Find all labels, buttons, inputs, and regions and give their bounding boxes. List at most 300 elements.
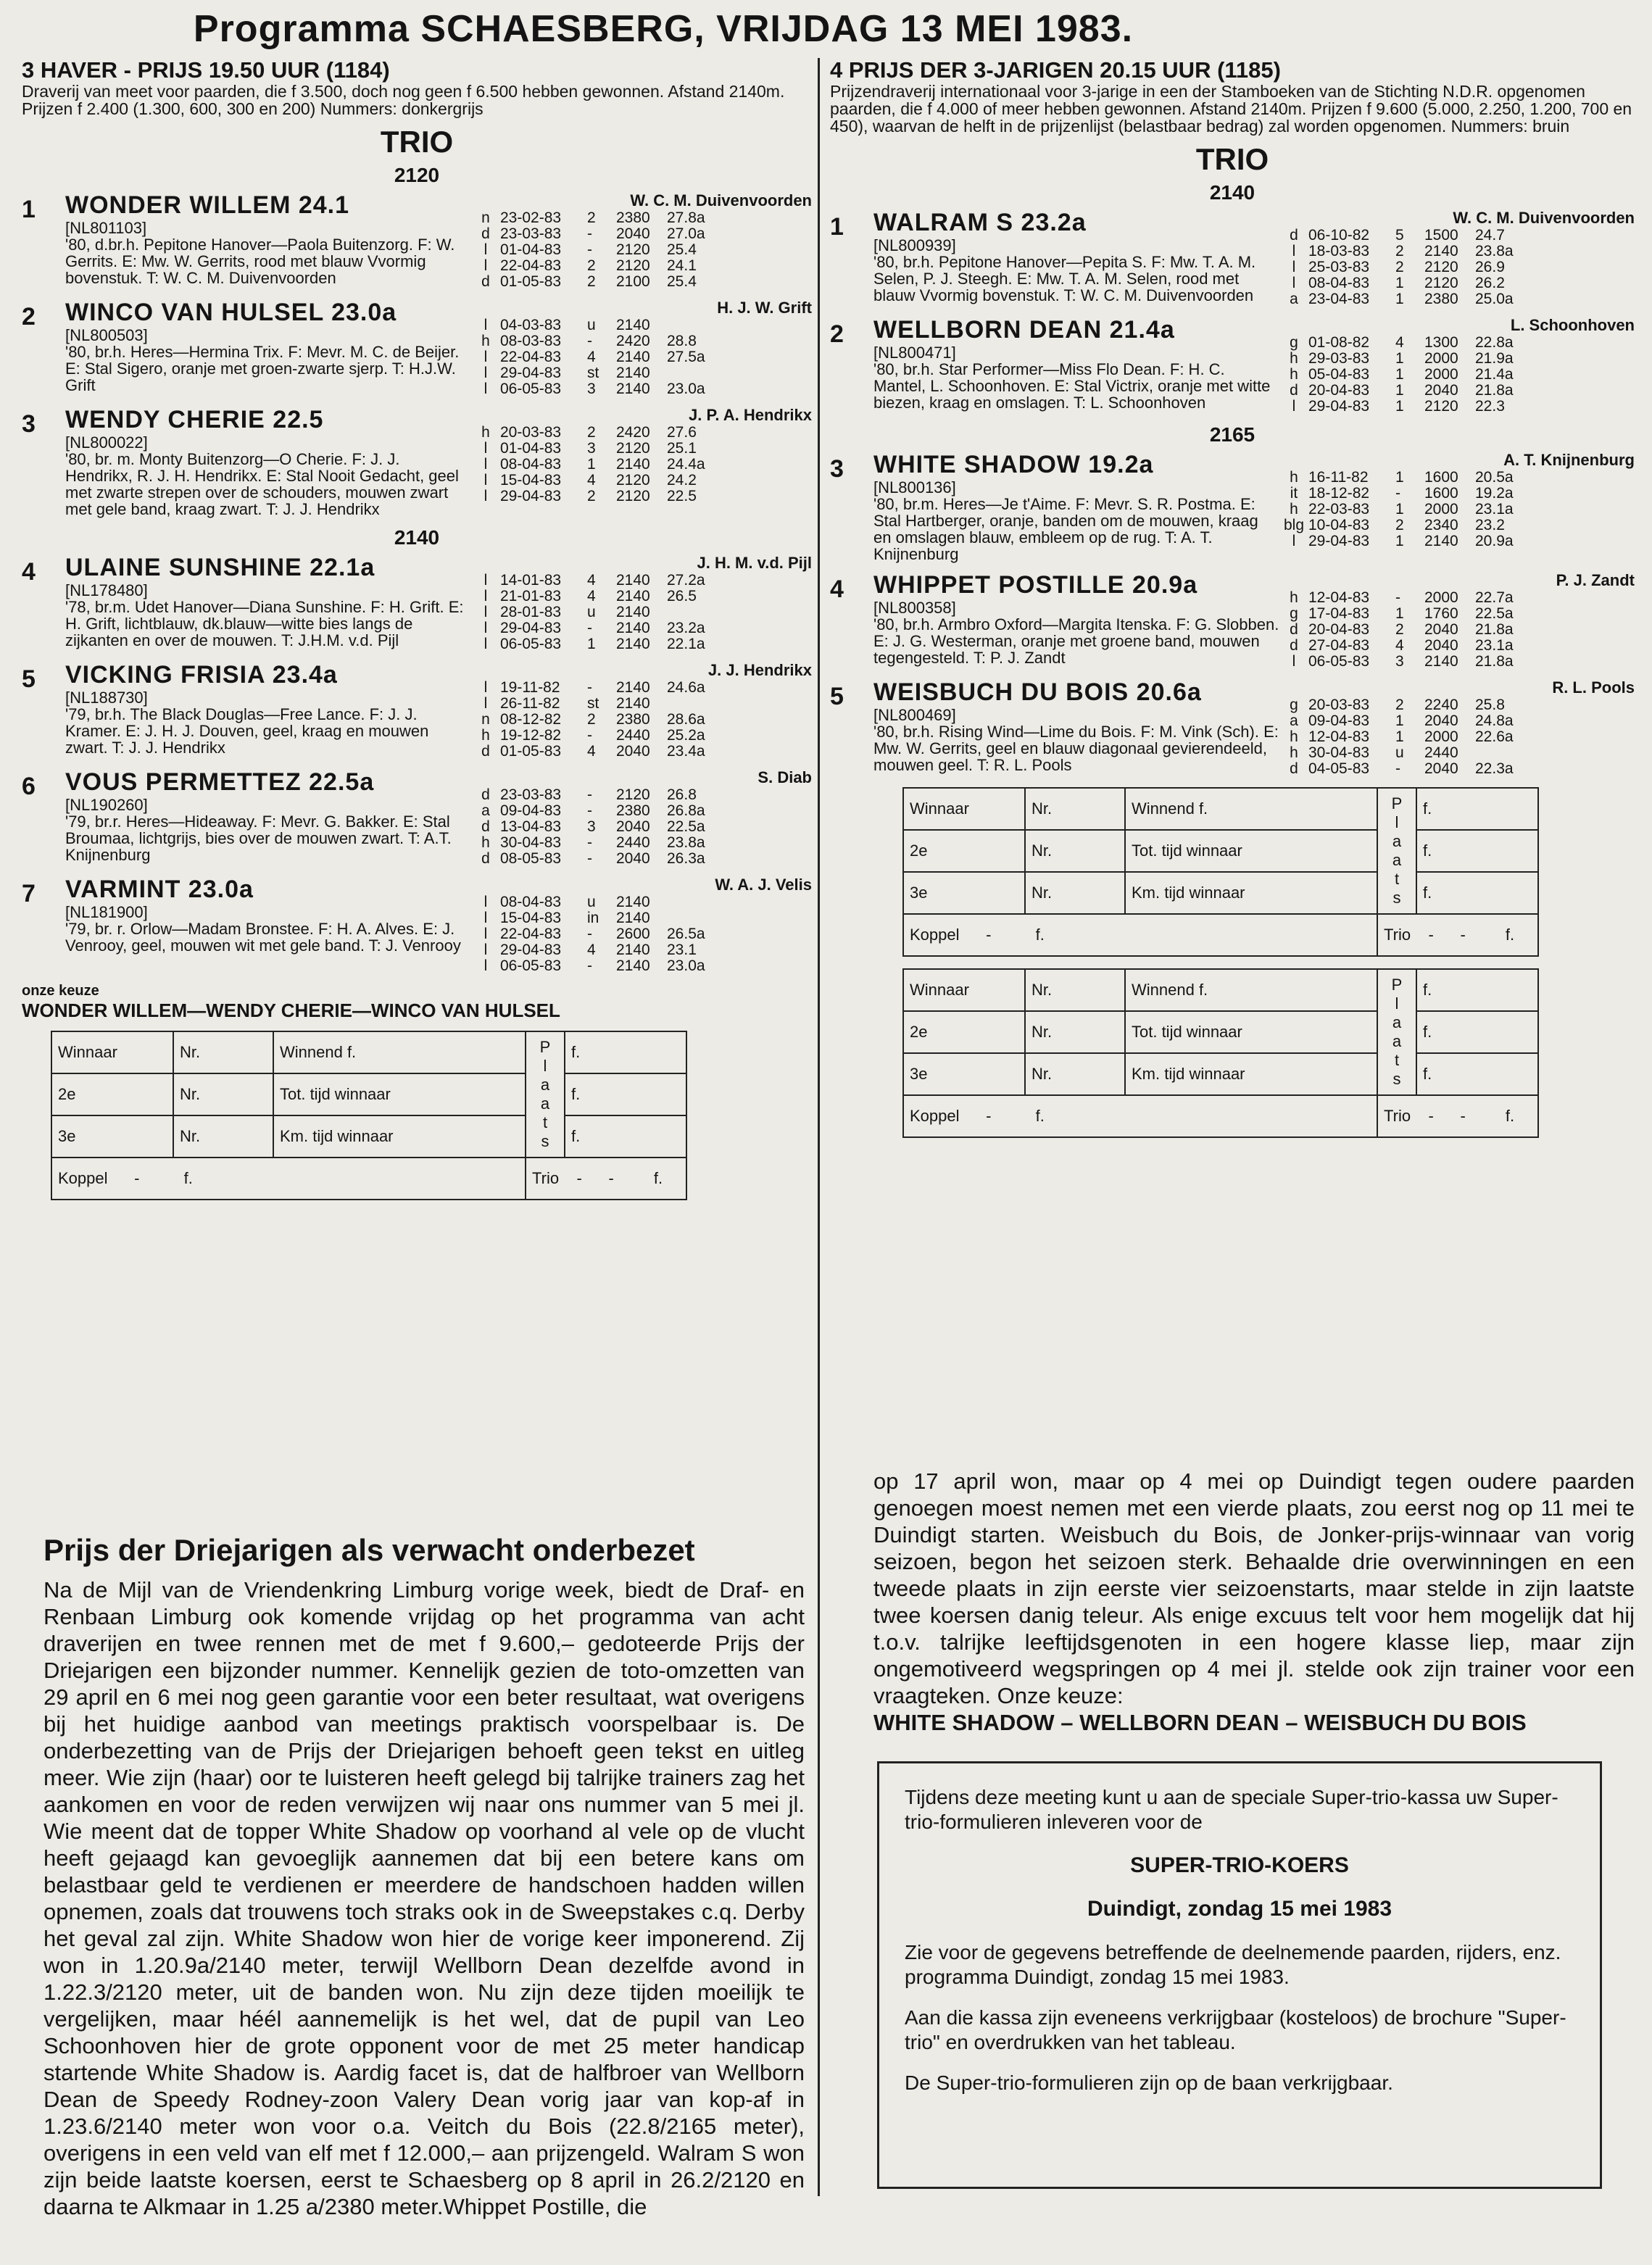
result-distance: 2040 [1424, 712, 1458, 729]
result-distance: 2140 [616, 636, 650, 652]
box-heading: SUPER-TRIO-KOERS [1130, 1853, 1349, 1877]
result-row [471, 910, 812, 926]
result-distance: 2140 [616, 957, 650, 974]
result-date: 20-04-83 [1308, 621, 1370, 638]
result-distance: 2120 [616, 488, 650, 504]
result-distance: 2120 [616, 257, 650, 274]
form-amount-label: Winnend f. [1125, 969, 1377, 1011]
horse-info [873, 678, 1279, 777]
form-trio: Trio - - f. [1377, 1095, 1538, 1137]
horse-trainer: H. J. W. Grift [717, 299, 812, 317]
horse-code: [NL181900] [65, 903, 148, 921]
result-row [471, 457, 812, 473]
track-code: h [1290, 744, 1298, 761]
result-distance: 2140 [1424, 243, 1458, 259]
result-date: 23-02-83 [500, 209, 562, 226]
horse-name: WINCO VAN HULSEL 23.0a [65, 299, 397, 326]
horse-name: WALRAM S 23.2a [873, 209, 1087, 236]
result-time: 22.6a [1475, 728, 1514, 745]
result-date: 25-03-83 [1308, 259, 1370, 275]
result-time: 25.1 [667, 440, 697, 457]
result-time: 23.0a [667, 381, 705, 397]
plaats-letter: a [1392, 1013, 1402, 1031]
result-place: - [1395, 760, 1400, 777]
result-date: 01-04-83 [500, 241, 562, 258]
result-distance: 2340 [1424, 517, 1458, 533]
result-date: 05-04-83 [1308, 366, 1370, 383]
result-time: 26.5 [667, 588, 697, 604]
form-nr-label: Nr. [1025, 788, 1125, 830]
result-date: 20-04-83 [1308, 382, 1370, 399]
result-date: 12-04-83 [1308, 589, 1370, 606]
track-code: l [483, 317, 488, 333]
track-code: l [1292, 533, 1296, 549]
result-distance: 2440 [616, 834, 650, 851]
result-time: 24.4a [667, 456, 705, 473]
track-code: d [481, 273, 490, 290]
result-form-table [902, 787, 1539, 957]
track-code: g [1290, 605, 1298, 622]
result-time: 28.8 [667, 333, 697, 349]
horse-code: [NL800136] [873, 478, 956, 496]
result-date: 20-03-83 [1308, 697, 1370, 713]
article-title: Prijs der Driejarigen als verwacht onderbezet [43, 1533, 695, 1567]
result-date: 08-05-83 [500, 850, 562, 867]
result-place: 4 [587, 572, 596, 589]
result-time [667, 910, 725, 926]
result-row [471, 604, 812, 620]
result-date: 29-04-83 [500, 620, 562, 636]
track-code: l [1292, 259, 1296, 275]
form-amount-label: Tot. tijd winnaar [1125, 1011, 1377, 1053]
result-time: 23.8a [1475, 243, 1514, 259]
result-row [471, 333, 812, 349]
track-code: l [483, 588, 488, 604]
result-date: 06-05-83 [500, 381, 562, 397]
result-row [471, 242, 812, 258]
track-code: h [1290, 469, 1298, 486]
result-place: - [1395, 485, 1400, 502]
track-code: l [483, 679, 488, 696]
result-row [471, 958, 812, 974]
result-distance: 2000 [1424, 589, 1458, 606]
track-code: l [483, 894, 488, 910]
track-code: l [1292, 653, 1296, 670]
horse-entry [830, 571, 1635, 670]
track-code: d [481, 850, 490, 867]
result-date: 22-04-83 [500, 257, 562, 274]
result-time: 22.8a [1475, 334, 1514, 351]
horse-info [65, 191, 471, 290]
result-date: 21-01-83 [500, 588, 562, 604]
result-row [1279, 729, 1635, 745]
track-code: h [1290, 589, 1298, 606]
result-place: 3 [1395, 653, 1404, 670]
result-date: 17-04-83 [1308, 605, 1370, 622]
horse-trainer: R. L. Pools [1552, 678, 1635, 697]
race-3-title: 3 HAVER - PRIJS 19.50 UUR (1184) [22, 57, 390, 83]
result-date: 06-05-83 [500, 636, 562, 652]
horse-entry [22, 554, 812, 652]
result-place: - [1395, 589, 1400, 606]
horse-number: 5 [830, 683, 844, 710]
result-place: 4 [587, 349, 596, 365]
track-code: d [1290, 382, 1298, 399]
result-place: 4 [1395, 334, 1404, 351]
horse-name: VARMINT 23.0a [65, 876, 254, 903]
result-date: 23-03-83 [500, 225, 562, 242]
result-date: 01-05-83 [500, 743, 562, 760]
result-date: 12-04-83 [1308, 728, 1370, 745]
result-place: 1 [1395, 382, 1404, 399]
race-4-trio: TRIO [1195, 142, 1269, 176]
result-date: 01-04-83 [500, 440, 562, 457]
track-code: d [1290, 760, 1298, 777]
result-date: 01-08-82 [1308, 334, 1370, 351]
race-4-column [830, 58, 1635, 1138]
form-f-label: f. [565, 1115, 686, 1158]
form-place-label: Winnaar [903, 788, 1025, 830]
track-code: l [483, 572, 488, 589]
horse-trainer: W. A. J. Velis [715, 876, 812, 894]
result-distance: 2420 [616, 333, 650, 349]
result-distance: 1500 [1424, 227, 1458, 244]
track-code: d [1290, 227, 1298, 244]
result-distance: 2140 [616, 381, 650, 397]
horse-description: '80, br.h. Star Performer—Miss Flo Dean. F: H. C. Mantel, L. Schoonhoven. E: Stal Victrix, oranje met witte biezen, kraag en omslagen. T: L. Schoonhoven [873, 360, 1271, 412]
result-place: - [587, 957, 592, 974]
race-4-horses [830, 181, 1635, 777]
result-place: 4 [587, 472, 596, 489]
result-distance: 2140 [616, 456, 650, 473]
result-row [1279, 622, 1635, 638]
plaats-letter: a [540, 1076, 550, 1094]
result-place: 5 [1395, 227, 1404, 244]
result-date: 23-04-83 [1308, 291, 1370, 307]
result-time: 28.6a [667, 711, 705, 728]
result-distance: 2040 [616, 850, 650, 867]
result-row [471, 425, 812, 441]
result-date: 19-12-82 [500, 727, 562, 744]
result-distance: 1600 [1424, 485, 1458, 502]
horse-number: 3 [22, 410, 36, 438]
result-row [471, 274, 812, 290]
track-code: l [483, 456, 488, 473]
result-time: 24.2 [667, 472, 697, 489]
track-code: a [1290, 712, 1298, 729]
horse-number: 3 [830, 455, 844, 483]
track-code: l [483, 381, 488, 397]
track-code: l [483, 257, 488, 274]
result-place: 2 [587, 209, 596, 226]
horse-number: 4 [22, 558, 36, 586]
result-date: 10-04-83 [1308, 517, 1370, 533]
result-row [471, 620, 812, 636]
result-time: 24.1 [667, 257, 697, 274]
result-row [471, 819, 812, 835]
horse-results [1279, 209, 1635, 307]
result-time [1475, 745, 1533, 761]
horse-name: VOUS PERMETTEZ 22.5a [65, 768, 375, 796]
result-time: 20.9a [1475, 533, 1514, 549]
horse-description: '80, br.m. Heres—Je t'Aime. F: Mevr. S. R. Postma. E: Stal Hartberger, oranje, banden om de mouwen, kraag en omslagen blauw, embleem op de rug. T: A. T. Knijnenburg [873, 495, 1258, 563]
result-row [1279, 745, 1635, 761]
result-time: 26.8a [667, 802, 705, 819]
horse-name: ULAINE SUNSHINE 22.1a [65, 554, 375, 581]
result-distance: 2000 [1424, 366, 1458, 383]
track-code: l [483, 488, 488, 504]
track-code: l [483, 957, 488, 974]
result-distance: 2140 [616, 695, 650, 712]
result-time [667, 894, 725, 910]
result-time: 22.3 [1475, 398, 1505, 415]
track-code: l [1292, 398, 1296, 415]
result-time: 23.2 [1475, 517, 1505, 533]
result-date: 29-04-83 [1308, 398, 1370, 415]
form-koppel: Koppel - f. [903, 914, 1377, 956]
result-row [1279, 518, 1635, 533]
horse-code: [NL800471] [873, 344, 956, 362]
horse-entry [830, 451, 1635, 562]
result-distance: 2380 [616, 209, 650, 226]
track-code: n [481, 209, 490, 226]
track-code: d [1290, 637, 1298, 654]
plaats-letter: P [1391, 794, 1403, 813]
result-time: 23.1a [1475, 501, 1514, 518]
horse-results [1279, 678, 1635, 777]
plaats-letter: t [1394, 870, 1400, 888]
plaats-letter: a [540, 1094, 550, 1113]
result-distance: 2040 [616, 818, 650, 835]
result-time: 24.7 [1475, 227, 1505, 244]
horse-info [65, 406, 471, 518]
horse-name: WHIPPET POSTILLE 20.9a [873, 571, 1198, 599]
horse-code: [NL800469] [873, 706, 956, 724]
horse-number: 2 [22, 303, 36, 331]
result-place: u [587, 894, 596, 910]
result-time: 25.4 [667, 273, 697, 290]
result-place: - [587, 225, 592, 242]
plaats-letter: a [1392, 832, 1402, 850]
track-code: h [481, 333, 490, 349]
race-4-text: Prijzendraverij internationaal voor 3-jarige in een der Stamboeken van de Stichting N.D.R. opgenomen paarden, die f 4.000 of meer hebben gewonnen. Afstand 2140m. Prijzen f 9.600 (5.000, 2.250, 1.200, 700 en 450), waarvan de helft in de prijzenlijst (belastbaar bedrag) zal worden opgenomen. Nummers: bruin [830, 82, 1632, 136]
track-code: n [481, 711, 490, 728]
horse-code: [NL801103] [65, 219, 147, 237]
result-row [1279, 606, 1635, 622]
result-distance: 2040 [1424, 637, 1458, 654]
form-place-label: Winnaar [903, 969, 1025, 1011]
horse-results [471, 876, 812, 974]
plaats-letter: a [1392, 851, 1402, 869]
horse-results [1279, 571, 1635, 670]
result-time [667, 317, 725, 333]
race-3-keuze-label: onze keuze [22, 983, 99, 999]
column-divider [818, 58, 820, 2196]
form-amount-label: Winnend f. [273, 1031, 526, 1073]
result-place: 2 [587, 273, 596, 290]
form-f-label: f. [1416, 1053, 1538, 1095]
result-date: 29-03-83 [1308, 350, 1370, 367]
result-distance: 2000 [1424, 501, 1458, 518]
result-time: 23.2a [667, 620, 705, 636]
horse-entry [830, 678, 1635, 777]
result-place: 2 [587, 711, 596, 728]
result-date: 08-04-83 [500, 456, 562, 473]
horse-code: [NL800939] [873, 236, 956, 254]
form-f-label: f. [565, 1031, 686, 1073]
result-time: 22.3a [1475, 760, 1514, 777]
result-row [1279, 697, 1635, 713]
horse-code: [NL800503] [65, 326, 148, 344]
result-place: 1 [1395, 533, 1404, 549]
result-time: 23.4a [667, 743, 705, 760]
result-distance: 2380 [1424, 291, 1458, 307]
form-amount-label: Tot. tijd winnaar [1125, 830, 1377, 872]
distance-heading: 2165 [1209, 423, 1255, 446]
form-nr-label: Nr. [1025, 872, 1125, 914]
result-time: 27.5a [667, 349, 705, 365]
track-code: it [1290, 485, 1298, 502]
horse-description: '79, br.h. The Black Douglas—Free Lance. F: J. J. Kramer. E: J. H. J. Douven, geel, kraag en mouwen zwart. T: J. J. Hendrikx [65, 705, 429, 757]
result-row [1279, 275, 1635, 291]
form-place-label: 2e [903, 1011, 1025, 1053]
result-place: 4 [587, 942, 596, 958]
horse-trainer: A. T. Knijnenburg [1503, 451, 1635, 469]
result-place: 2 [1395, 517, 1404, 533]
result-row [471, 441, 812, 457]
result-row [471, 728, 812, 744]
result-place: - [587, 802, 592, 819]
result-time: 26.8 [667, 786, 697, 803]
form-f-label: f. [1416, 1011, 1538, 1053]
horse-info [873, 316, 1279, 415]
result-row [1279, 533, 1635, 549]
form-amount-label: Km. tijd winnaar [1125, 1053, 1377, 1095]
result-time: 25.0a [1475, 291, 1514, 307]
result-date: 29-04-83 [500, 488, 562, 504]
horse-results [471, 554, 812, 652]
horse-description: '80, br.h. Armbro Oxford—Margita Itenska. F: G. Slobben. E: J. G. Westerman, oranje met groene band, mouwen tegengesteld. T: P. J. Zandt [873, 615, 1279, 667]
form-amount-label: Winnend f. [1125, 788, 1377, 830]
horse-trainer: S. Diab [757, 768, 812, 786]
horse-entry [22, 876, 812, 974]
result-place: u [587, 604, 596, 620]
result-row [1279, 383, 1635, 399]
horse-results [471, 768, 812, 867]
result-row [471, 381, 812, 397]
race-3-horses [22, 164, 812, 974]
form-amount-label: Km. tijd winnaar [273, 1115, 526, 1158]
result-place: 1 [587, 456, 596, 473]
track-code: h [1290, 366, 1298, 383]
result-date: 29-04-83 [1308, 533, 1370, 549]
horse-name: VICKING FRISIA 23.4a [65, 661, 338, 689]
horse-description: '79, br. r. Orlow—Madam Bronstee. F: H. A. Alves. E: J. Venrooy, geel, mouwen wit met gele band. T: J. Venrooy [65, 920, 461, 955]
result-row [1279, 399, 1635, 415]
horse-name: WELLBORN DEAN 21.4a [873, 316, 1175, 344]
plaats-letter: l [1395, 813, 1399, 831]
race-4-form-1 [902, 787, 1635, 957]
result-distance: 2140 [616, 365, 650, 381]
article-right-text: op 17 april won, maar op 4 mei op Duindigt tegen oudere paarden genoegen moest nemen met een vierde plaats, zou eerst nog op 11 mei te Duindigt starten. Weisbuch du Bois, de Jonker-prijs-winnaar van vorig seizoen, begon het seizoen sterk. Behaalde drie overwinningen en een tweede plaats in zijn eerste vier seizoenstarts, maar stelde in zijn laatste twee koersen danig teleur. Als enige excuus telt voor hem mogelijk dat hij t.o.v. talrijke leeftijdsgenoten in een hogere klasse liep, maar zijn ongemotiveerd wegspringen op 4 mei jl. stelde ook zijn trainer voor een vraagteken. Onze keuze: [873, 1468, 1635, 1708]
result-row [1279, 654, 1635, 670]
track-code: l [483, 241, 488, 258]
horse-results [471, 299, 812, 397]
result-date: 08-04-83 [1308, 275, 1370, 291]
result-row [1279, 638, 1635, 654]
track-code: l [483, 472, 488, 489]
result-date: 22-04-83 [500, 349, 562, 365]
result-form-table [902, 968, 1539, 1138]
result-distance: 2040 [1424, 382, 1458, 399]
race-4-title: 4 PRIJS DER 3-JARIGEN 20.15 UUR (1185) [830, 57, 1281, 83]
result-place: 4 [1395, 637, 1404, 654]
result-place: st [587, 695, 599, 712]
result-date: 04-05-83 [1308, 760, 1370, 777]
result-row [1279, 590, 1635, 606]
form-amount-label: Km. tijd winnaar [1125, 872, 1377, 914]
result-place: 1 [1395, 350, 1404, 367]
page-title: Programma SCHAESBERG, VRIJDAG 13 MEI 1983. [193, 8, 1134, 50]
result-row [471, 573, 812, 589]
form-trio: Trio - - f. [1377, 914, 1538, 956]
result-row [471, 696, 812, 712]
form-place-label: 3e [903, 872, 1025, 914]
race-3-text: Draverij van meet voor paarden, die f 3.500, doch nog geen f 6.500 hebben gewonnen. Afstand 2140m. Prijzen f 2.400 (1.300, 600, 300 en 200) Nummers: donkergrijs [22, 82, 785, 118]
result-time: 26.9 [1475, 259, 1505, 275]
track-code: l [483, 910, 488, 926]
result-row [1279, 228, 1635, 244]
result-distance: 2240 [1424, 697, 1458, 713]
form-trio: Trio - - f. [526, 1158, 686, 1200]
result-time: 24.6a [667, 679, 705, 696]
horse-info [65, 768, 471, 867]
horse-trainer: J. J. Hendrikx [707, 661, 812, 679]
form-nr-label: Nr. [173, 1031, 273, 1073]
result-row [471, 803, 812, 819]
horse-number: 1 [22, 196, 36, 223]
race-3-trio: TRIO [380, 125, 454, 159]
result-time [667, 365, 725, 381]
result-distance: 2120 [616, 472, 650, 489]
result-distance: 2000 [1424, 350, 1458, 367]
result-distance: 2040 [1424, 621, 1458, 638]
result-row [1279, 291, 1635, 307]
track-code: l [483, 695, 488, 712]
result-date: 15-04-83 [500, 472, 562, 489]
result-place: 2 [1395, 243, 1404, 259]
result-row [1279, 761, 1635, 777]
form-f-label: f. [1416, 788, 1538, 830]
form-koppel: Koppel - f. [51, 1158, 526, 1200]
result-distance: 2100 [616, 273, 650, 290]
result-distance: 2120 [616, 786, 650, 803]
result-distance: 2140 [616, 317, 650, 333]
horse-description: '78, br.m. Udet Hanover—Diana Sunshine. F: H. Grift. E: H. Grift, lichtblauw, dk.blauw—witte bies langs de zijkanten en over de mouwen. T: J.H.M. v.d. Pijl [65, 598, 464, 649]
result-date: 22-04-83 [500, 926, 562, 942]
result-date: 18-03-83 [1308, 243, 1370, 259]
result-distance: 1600 [1424, 469, 1458, 486]
result-row [471, 258, 812, 274]
result-date: 30-04-83 [500, 834, 562, 851]
result-distance: 2040 [1424, 760, 1458, 777]
horse-code: [NL800022] [65, 433, 148, 452]
track-code: h [1290, 728, 1298, 745]
result-distance: 2120 [1424, 259, 1458, 275]
plaats-letter: t [1394, 1051, 1400, 1069]
form-nr-label: Nr. [1025, 1011, 1125, 1053]
result-time: 21.8a [1475, 653, 1514, 670]
